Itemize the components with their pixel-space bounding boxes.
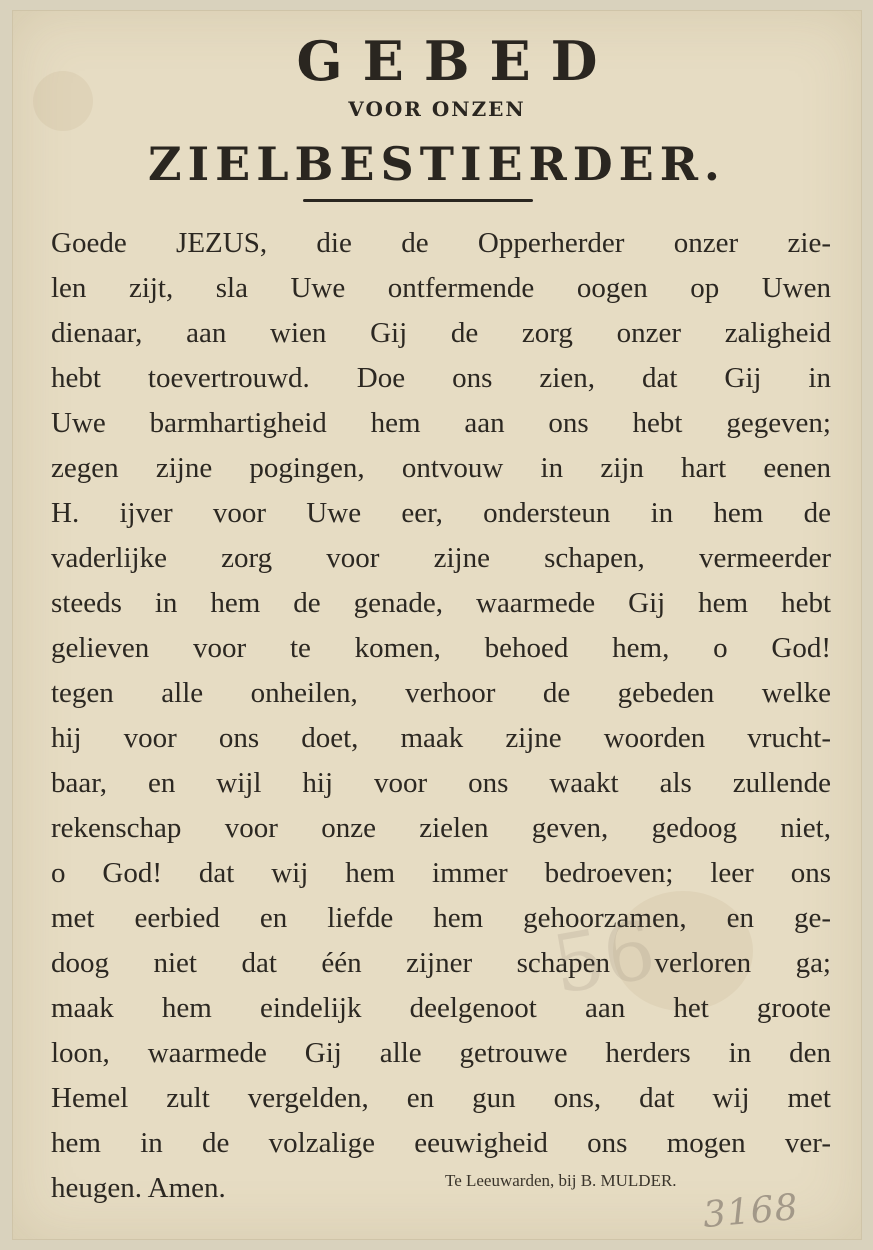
document-title: GEBED bbox=[296, 29, 618, 93]
title-divider bbox=[303, 199, 533, 202]
text-line: hebt toevertrouwd. Doe ons zien, dat Gij in bbox=[51, 362, 831, 394]
text-line: baar, en wijl hij voor ons waakt als zullende bbox=[51, 767, 831, 799]
prayer-card bbox=[12, 10, 862, 1240]
text-line: len zijt, sla Uwe ontfermende oogen op Uwen bbox=[51, 272, 831, 304]
text-line: steeds in hem de genade, waarmede Gij hem hebt bbox=[51, 587, 831, 619]
text-line: Hemel zult vergelden, en gun ons, dat wij met bbox=[51, 1082, 831, 1114]
text-line: H. ijver voor Uwe eer, ondersteun in hem de bbox=[51, 497, 831, 529]
text-line: gelieven voor te komen, behoed hem, o God! bbox=[51, 632, 831, 664]
text-line: doog niet dat één zijner schapen verloren ga; bbox=[51, 947, 831, 979]
text-line: heugen. Amen. bbox=[51, 1172, 226, 1204]
text-line: met eerbied en liefde hem gehoorzamen, en ge- bbox=[51, 902, 831, 934]
text-line: tegen alle onheilen, verhoor de gebeden welke bbox=[51, 677, 831, 709]
text-line: hij voor ons doet, maak zijne woorden vrucht- bbox=[51, 722, 831, 754]
text-line: Uwe barmhartigheid hem aan ons hebt gegeven; bbox=[51, 407, 831, 439]
text-line: hem in de volzalige eeuwigheid ons mogen ver- bbox=[51, 1127, 831, 1159]
text-line: maak hem eindelijk deelgenoot aan het groote bbox=[51, 992, 831, 1024]
pencil-mark: 56 bbox=[545, 902, 663, 1013]
printer-imprint: Te Leeuwarden, bij B. MULDER. bbox=[445, 1171, 677, 1190]
text-line: dienaar, aan wien Gij de zorg onzer zaligheid bbox=[51, 317, 831, 349]
document-heading: ZIELBESTIERDER. bbox=[148, 137, 726, 191]
text-line: loon, waarmede Gij alle getrouwe herders in den bbox=[51, 1037, 831, 1069]
document-subtitle: VOOR ONZEN bbox=[348, 97, 526, 121]
text-line: vaderlijke zorg voor zijne schapen, vermeerder bbox=[51, 542, 831, 574]
text-line: Goede JEZUS, die de Opperherder onzer zie- bbox=[51, 227, 831, 259]
text-line: zegen zijne pogingen, ontvouw in zijn hart eenen bbox=[51, 452, 831, 484]
catalog-number: 3168 bbox=[701, 1186, 801, 1237]
text-line: rekenschap voor onze zielen geven, gedoog niet, bbox=[51, 812, 831, 844]
text-line: o God! dat wij hem immer bedroeven; leer ons bbox=[51, 857, 831, 889]
